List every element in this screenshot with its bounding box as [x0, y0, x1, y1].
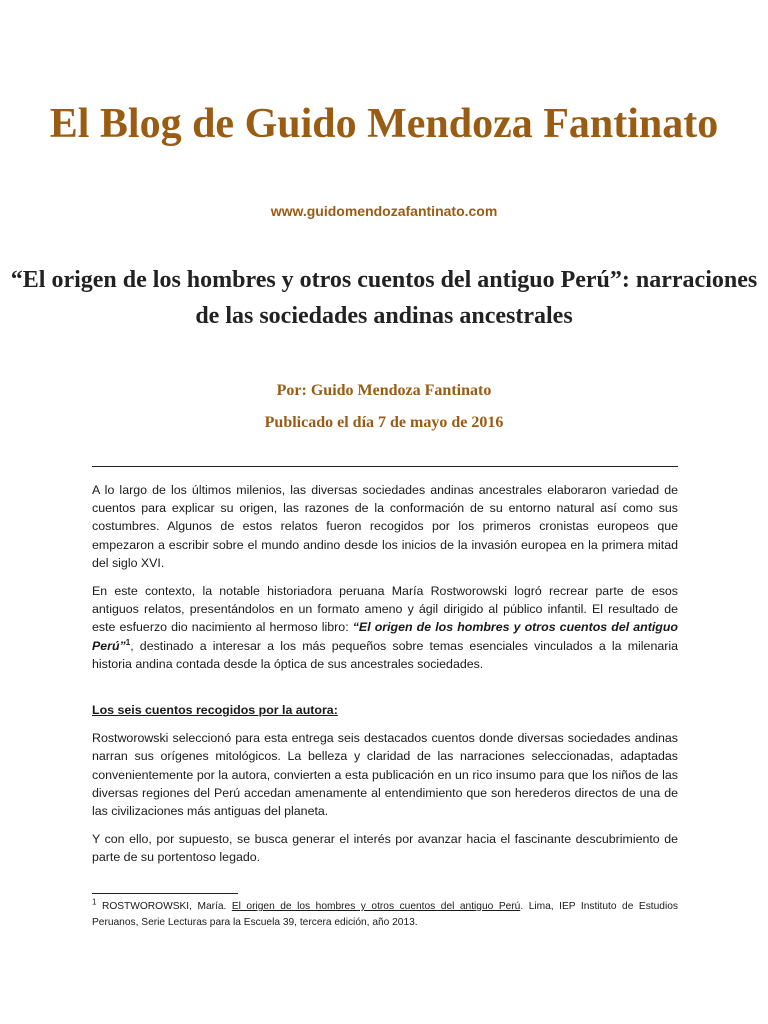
paragraph-context [92, 582, 678, 673]
footnote [92, 899, 678, 931]
footnote-reference[interactable]: 1 [125, 637, 131, 647]
article-title: “El origen de los hombres y otros cuentos del antiguo Perú”: narraciones de las sociedades andinas ancestrales [10, 267, 758, 329]
paragraph-closing: Y con ello, por supuesto, se busca generar el interés por avanzar hacia el fascinante descubrimiento de parte de su portentoso legado. [92, 832, 678, 865]
header-divider [92, 466, 678, 467]
paragraph-context-text-b: , destinado a interesar a los más pequeños sobre temas esenciales vinculados a la milenaria historia andina contada desde la óptica de sus ancestrales sociedades. [92, 638, 678, 671]
footnote-number: 1 [92, 897, 97, 907]
article-body [92, 481, 678, 877]
publication-date: Publicado el día 7 de mayo de 2016 [264, 414, 504, 431]
blog-title: El Blog de Guido Mendoza Fantinato [49, 101, 719, 147]
paragraph-selection: Rostworowski seleccionó para esta entrega seis destacados cuentos donde diversas sociedades andinas narran sus orígenes mitológicos. La belleza y claridad de las narraciones seleccionadas, adaptadas convenientemente por la autora, convierten a esta publicación en un rico insumo para que los niños de las diversas regiones del Perú accedan amenamente al entendimiento que son herederos directos de una de las civilizaciones más antiguas del planeta. [92, 731, 678, 819]
book-title-reference: “El origen de los hombres y otros cuentos del antiguo Perú” [92, 620, 678, 653]
section-heading-colon: : [333, 703, 338, 718]
footnote-publisher: . Lima, IEP Instituto de Estudios Peruanos, Serie Lecturas para la Escuela 39, tercera edición, año 2013. [92, 901, 678, 928]
footnote-book-title: El origen de los hombres y otros cuentos del antiguo Perú [231, 901, 521, 912]
section-heading [92, 701, 678, 719]
footnote-divider [92, 893, 238, 894]
footnote-author: ROSTWOROWSKI, María. [96, 901, 232, 912]
article-byline: Por: Guido Mendoza Fantinato [276, 382, 492, 399]
paragraph-intro: A lo largo de los últimos milenios, las diversas sociedades andinas ancestrales elaboraron variedad de cuentos para explicar su origen, las razones de la conformación de su entorno natural así como sus costumbres. Algunos de estos relatos fueron recogidos por los primeros cronistas europeos que empezaron a escribir sobre el mundo andino desde los inicios de la invasión europea en la primera mitad del siglo XVI. [92, 483, 678, 570]
paragraph-context-text-a: En este contexto, la notable historiadora peruana María Rostworowski logró recrear parte de esos antiguos relatos, presentándolos en un formato ameno y ágil dirigido al público infantil. El resultado de este esfuerzo dio nacimiento al hermoso libro: [92, 584, 678, 635]
section-heading-text: Los seis cuentos recogidos por la autora [92, 703, 334, 718]
blog-url[interactable]: www.guidomendozafantinato.com [270, 203, 498, 219]
